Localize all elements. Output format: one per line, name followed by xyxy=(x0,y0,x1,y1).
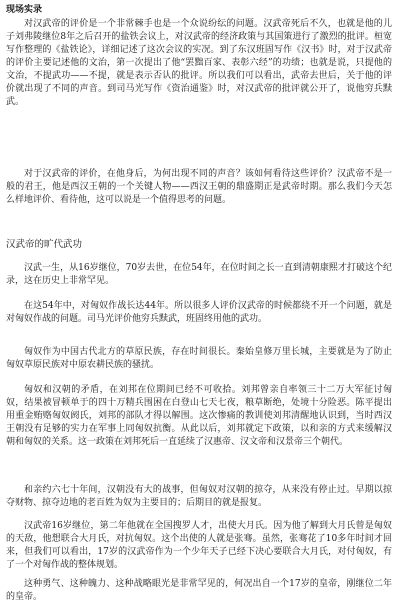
paragraph-6: 匈奴和汉朝的矛盾，在刘邦在位期间已经不可收拾。刘邦曾亲自率领三十二万大军征讨匈奴，结果被冒顿单于的四十万精兵围困在白登山七天七夜，粮草断绝，处境十分险恶。陈平提出用重金贿赂匈奴阏氏，刘邦的部队才得以解围。这次惨痛的教训使刘邦清醒地认识到，当时西汉王朝没有足够的实力在军事上同匈奴抗衡。从此以后，刘邦就定下政策，以和亲的方式来缓解汉朝和匈奴的关系。这一政策在刘邦死后一直延续了汉惠帝、汉文帝和汉景帝三个朝代。 xyxy=(6,385,392,447)
section-label: 现场实录 xyxy=(6,5,43,15)
paragraph-7: 和亲约六七十年间，汉朝没有大的战事，但匈奴对汉朝的掠夺，从来没有停止过。早期以掠夺财物、掠夺边地的老百姓为奴为主要目的；后期目的就是报复。 xyxy=(6,485,392,508)
paragraph-8: 汉武帝16岁继位，第二年他就在全国搜罗人才，出使大月氏。因为他了解到大月氏曾是匈奴的天敌，他想联合大月氏，对抗匈奴。这个出使的人就是张骞。虽然，张骞花了10多年时间才回来，但我们可以看出，17岁的汉武帝作为一个少年天子已经下决心要联合大月氏，对付匈奴，有了一个对匈作战的整体规划。 xyxy=(6,521,392,570)
paragraph-3: 汉武一生，从16岁继位，70岁去世，在位54年，在位时间之长一直到清朝康熙才打破这个纪录，这在历史上非常罕见。 xyxy=(6,263,392,286)
section-heading: 汉武帝的旷代武功 xyxy=(6,239,83,250)
paragraph-5: 匈奴作为中国古代北方的草原民族，存在时间很长。秦始皇修万里长城，主要就是为了防止匈奴草原民族对中原农耕民族的骚扰。 xyxy=(6,347,392,370)
paragraph-9: 这种勇气、这种魄力、这种战略眼光是非常罕见的，何况出自一个17岁的皇帝，刚继位二年的皇帝。 xyxy=(6,579,392,602)
paragraph-1: 对汉武帝的评价是一个非常棘手也是一个众说纷纭的问题。汉武帝死后不久，也就是他的儿子刘弗陵继位8年之后召开的盐铁会议上，对汉武帝的经济政策与其国策进行了激烈的批评。桓宽写作整理的《盐铁论》，详细记述了这次会议的实况。到了东汉班固写作《汉书》时，对于汉武帝的评价主要记述他的文治，第一次提出了他“罢黜百家、表彰六经”的功绩；也就是说，只提他的文治，不提武功——不提，就是表示否认的批评。所以我们可以看出，武帝去世后，关于他的评价就出现了不同的声音。到司马光写作《资治通鉴》时，对汉武帝的批评就公开了，说他穷兵黩武。 xyxy=(6,19,392,107)
paragraph-4: 在这54年中，对匈奴作战长达44年。所以很多人评价汉武帝的时候都绕不开一个问题，就是对匈奴作战的问题。司马光评价他穷兵黩武，班固终用他的武功。 xyxy=(6,301,392,324)
paragraph-2: 对于汉武帝的评价，在他身后，为何出现不同的声音？该如何看待这些评价？汉武帝不是一般的君王，他是西汉王朝的一个关键人物——西汉王朝的鼎盛期正是武帝时期。那么我们今天怎么样地评价、看待他，这可以说是一个值得思考的问题。 xyxy=(6,169,392,205)
